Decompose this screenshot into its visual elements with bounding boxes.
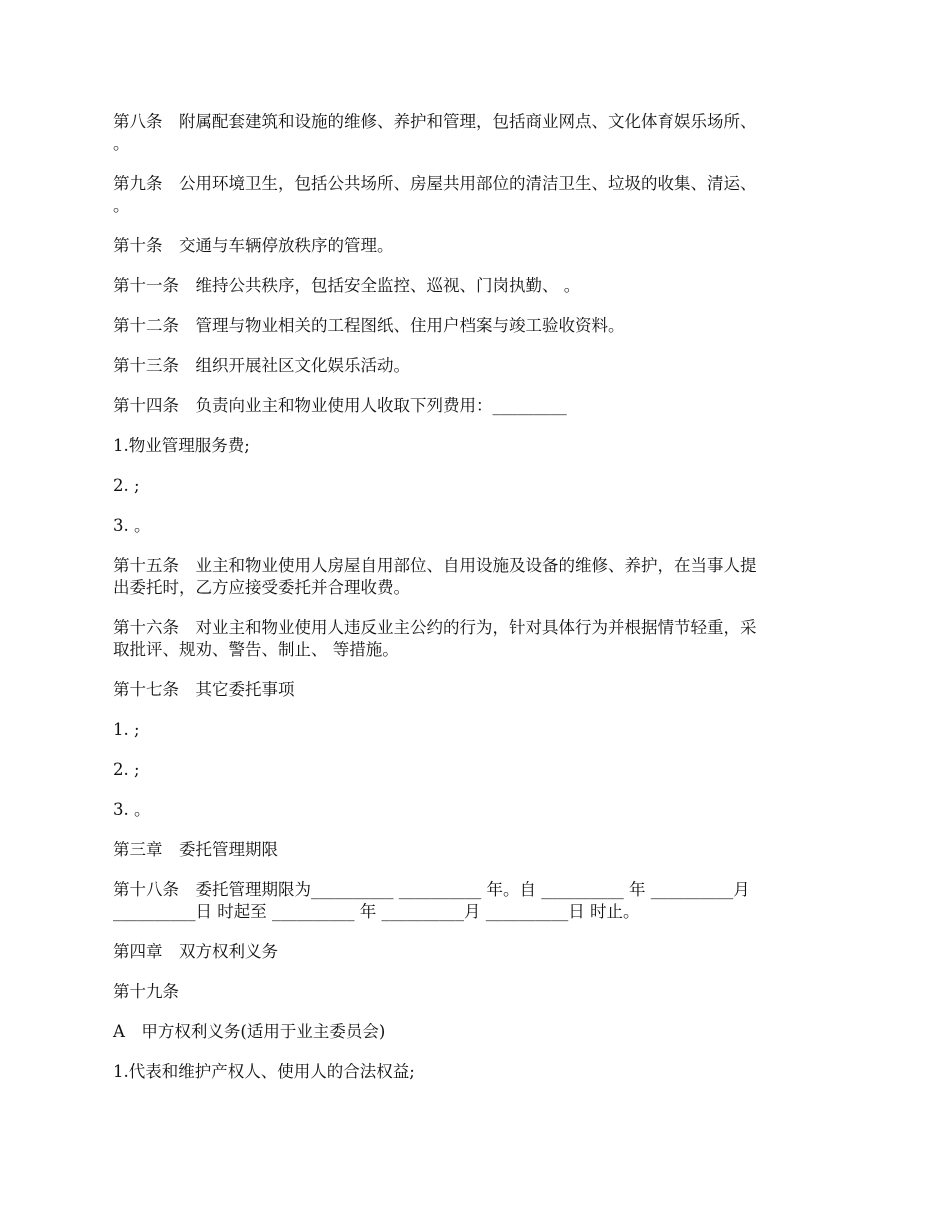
chapter-4-heading: 第四章 双方权利义务 — [113, 942, 278, 961]
clause-9: 第九条 公用环境卫生，包括公共场所、房屋共用部位的清洁卫生、垃圾的收集、清运、 。 — [113, 174, 757, 215]
clause-19: 第十九条 — [113, 982, 179, 1001]
clause-13: 第十三条 组织开展社区文化娱乐活动。 — [113, 356, 410, 375]
clause-16: 第十六条 对业主和物业使用人违反业主公约的行为，针对具体行为并根据情节轻重，采 取批评、规劝、警告、制止、 等措施。 — [113, 618, 757, 659]
clause-17-item-3: 3. 。 — [113, 800, 151, 819]
section-a-heading: A 甲方权利义务(适用于业主委员会) — [113, 1022, 386, 1041]
clause-17-item-2: 2. ; — [113, 760, 140, 779]
clause-17-item-1: 1. ; — [113, 720, 140, 739]
clause-14-item-3: 3. 。 — [113, 516, 151, 535]
clause-12: 第十二条 管理与物业相关的工程图纸、住用户档案与竣工验收资料。 — [113, 316, 625, 335]
clause-14-item-2: 2. ; — [113, 476, 140, 495]
document-body — [113, 111, 843, 1101]
clause-10: 第十条 交通与车辆停放秩序的管理。 — [113, 236, 394, 255]
clause-18: 第十八条 委托管理期限为__________ __________ 年。自 __________ 年 __________月 __________日 时起至 __________ 年 __________月 __________日 时止。 — [113, 880, 750, 921]
clause-8: 第八条 附属配套建筑和设施的维修、养护和管理，包括商业网点、文化体育娱乐场所、 。 — [113, 112, 757, 153]
clause-14: 第十四条 负责向业主和物业使用人收取下列费用：_________ — [113, 396, 567, 415]
clause-14-item-1: 1.物业管理服务费; — [113, 436, 250, 455]
chapter-3-heading: 第三章 委托管理期限 — [113, 840, 278, 859]
clause-15: 第十五条 业主和物业使用人房屋自用部位、自用设施及设备的维修、养护，在当事人提 出委托时，乙方应接受委托并合理收费。 — [113, 556, 757, 597]
clause-17: 第十七条 其它委托事项 — [113, 680, 295, 699]
clause-11: 第十一条 维持公共秩序，包括安全监控、巡视、门岗执勤、 。 — [113, 276, 581, 295]
section-a-item-1: 1.代表和维护产权人、使用人的合法权益; — [113, 1062, 415, 1081]
